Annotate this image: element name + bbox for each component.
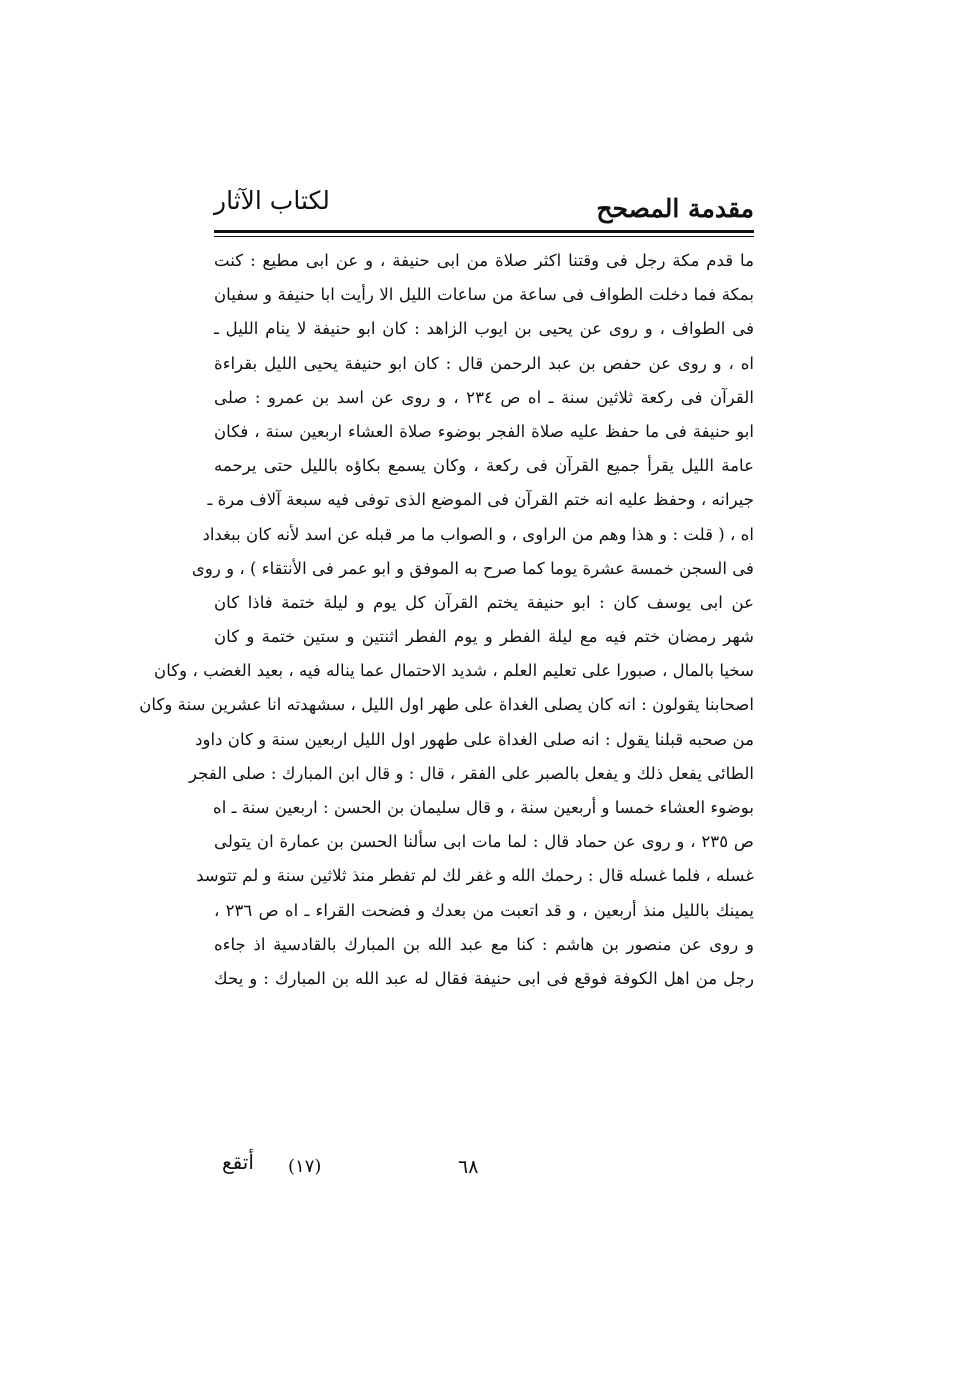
text-line: ص ٢٣٥ ، و روى عن حماد قال : لما مات ابى سألنا الحسن بن عمارة ان يتولى [214,832,754,852]
text-line: بمكة فما دخلت الطواف فى ساعة من ساعات الليل الا رأيت ابا حنيفة و سفيان [214,285,754,305]
text-line: بوضوء العشاء خمسا و أربعين سنة ، و قال سليمان بن الحسن : اربعين سنة ـ اه [213,798,754,817]
page-footer [214,1150,754,1184]
header-book-title: لكتاب الآثار [214,186,330,215]
header-section-title: مقدمة المصحح [596,194,754,223]
body-text [139,244,754,996]
text-line: جيرانه ، وحفظ عليه انه ختم القرآن فى الموضع الذى توفى فيه سبعة آلاف مرة ـ [207,490,754,510]
text-line: اه ، و روى عن حفص بن عبد الرحمن قال : كان ابو حنيفة يحيى الليل بقراءة [214,353,754,373]
text-line: عن ابى يوسف كان : ابو حنيفة يختم القرآن كل يوم و ليلة ختمة فاذا كان [214,592,754,612]
text-line: القرآن فى ركعة ثلاثين سنة ـ اه ص ٢٣٤ ، و روى عن اسد بن عمرو : صلى [214,387,754,407]
text-line: شهر رمضان ختم فيه مع ليلة الفطر و يوم الفطر اثنتين و ستين ختمة و كان [214,627,754,647]
header-rule-thin [214,236,754,237]
footnote-marker: (١٧) [288,1156,322,1177]
text-line: سخيا بالمال ، صبورا على تعليم العلم ، شديد الاحتمال عما يناله فيه ، بعيد الغضب ، وكان [154,661,754,681]
page-number: ٦٨ [458,1156,479,1178]
running-header [214,186,754,226]
text-line: اه ، ( قلت : و هذا وهم من الراوى ، و الصواب ما مر قبله عن اسد لأنه كان ببغداد [202,524,754,544]
text-line: ما قدم مكة رجل فى وقتنا اكثر صلاة من ابى حنيفة ، و عن ابى مطيع : كنت [214,251,754,270]
catchword: أتقع [222,1150,254,1174]
text-line: غسله ، فلما غسله قال : رحمك الله و غفر لك لم تفطر منذ ثلاثين سنة و لم تتوسد [196,866,754,886]
text-line: ابو حنيفة فى ما حفظ عليه صلاة الفجر بوضوء صلاة العشاء اربعين سنة ، فكان [214,421,754,441]
text-line: عامة الليل يقرأ جميع القرآن فى ركعة ، وكان يسمع بكاؤه بالليل حتى يرحمه [214,456,754,476]
text-line: رجل من اهل الكوفة فوقع فى ابى حنيفة فقال له عبد الله بن المبارك : و يحك [214,968,754,988]
text-line: من صحبه قبلنا يقول : انه صلى الغداة على طهور اول الليل اربعين سنة و كان داود [195,729,754,749]
text-line: فى الطواف ، و روى عن يحيى بن ايوب الزاهد : كان ابو حنيفة لا ينام الليل ـ [214,319,754,339]
text-line: يمينك بالليل منذ أربعين ، و قد اتعبت من بعدك و فضحت القراء ـ اه ص ٢٣٦ ، [214,900,754,920]
text-line: فى السجن خمسة عشرة يوما كما صرح به الموفق و ابو عمر فى الأنتقاء ) ، و روى [191,558,754,578]
header-rule-thick [214,230,754,233]
text-line: اصحابنا يقولون : انه كان يصلى الغداة على طهر اول الليل ، سشهدته انا عشرين سنة وكان [139,695,754,715]
text-line: الطائى يفعل ذلك و يفعل بالصبر على الفقر ، قال : و قال ابن المبارك : صلى الفجر [188,763,754,783]
text-line: و روى عن منصور بن هاشم : كنا مع عبد الله بن المبارك بالقادسية اذ جاءه [214,934,754,954]
